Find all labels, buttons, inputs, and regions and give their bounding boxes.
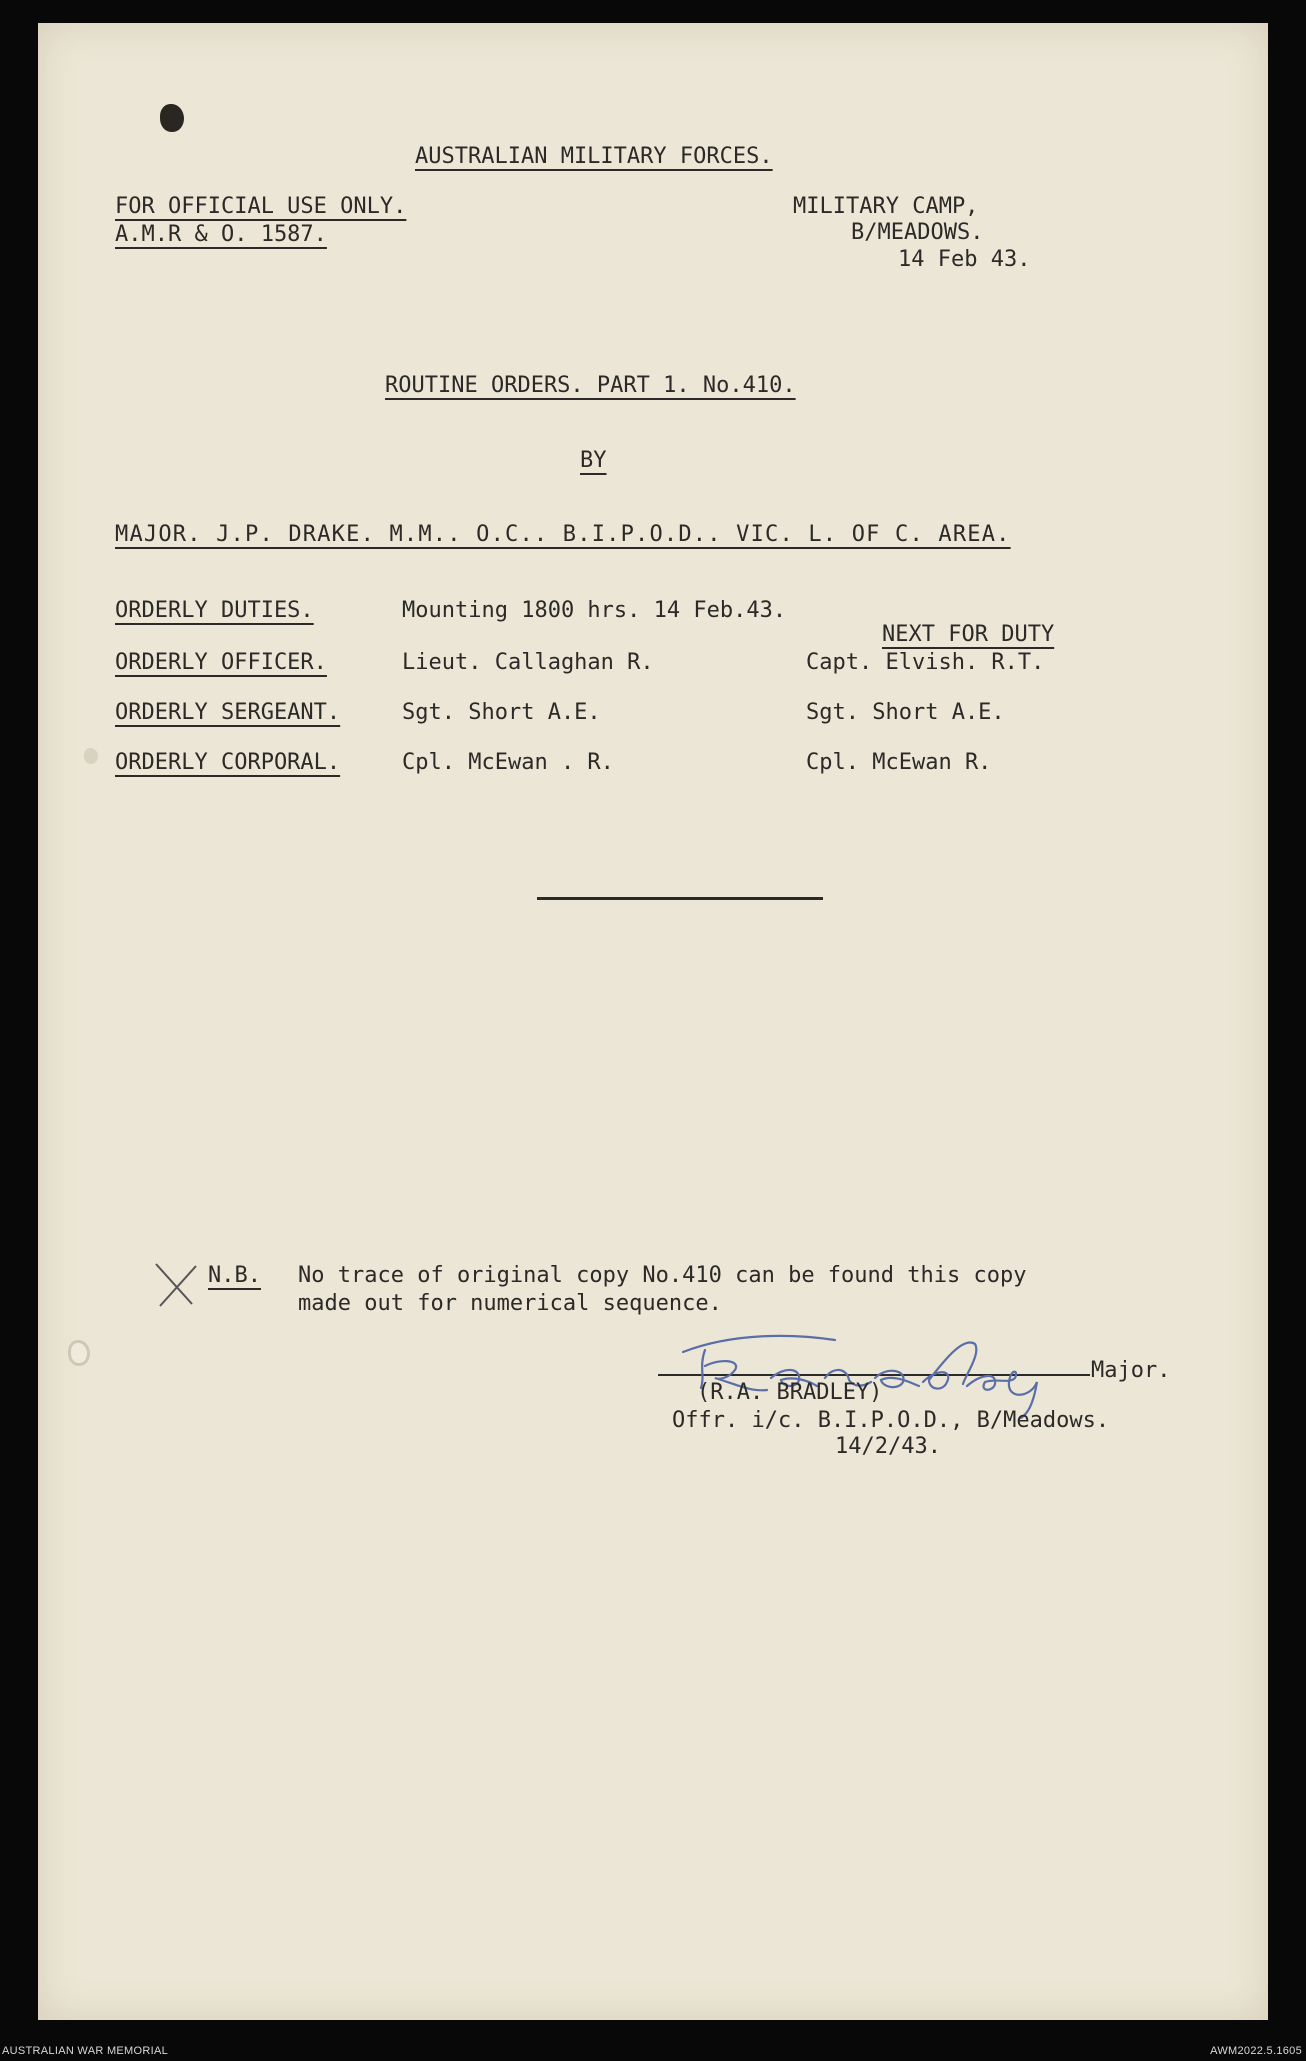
location-line2: B/MEADOWS. xyxy=(851,220,984,245)
duty-current: Cpl. McEwan . R. xyxy=(402,750,614,775)
duty-current: Sgt. Short A.E. xyxy=(402,700,601,725)
footer-accession-number: AWM2022.5.1605 xyxy=(1210,2045,1302,2057)
official-use-label: FOR OFFICIAL USE ONLY. xyxy=(115,194,407,219)
document-title: ROUTINE ORDERS. PART 1. No.410. xyxy=(385,373,796,398)
document-page xyxy=(38,23,1268,2020)
issuer-line: MAJOR. J.P. DRAKE. M.M.. O.C.. B.I.P.O.D.. VIC. L. OF C. AREA. xyxy=(115,522,1011,547)
note-line1: No trace of original copy No.410 can be found this copy xyxy=(298,1263,1027,1288)
signatory-rank: Major. xyxy=(1091,1358,1171,1383)
handwritten-x-mark xyxy=(152,1260,212,1310)
mounting-time: Mounting 1800 hrs. 14 Feb.43. xyxy=(402,598,787,623)
footer-collection: AUSTRALIAN WAR MEMORIAL xyxy=(2,2045,169,2057)
signature-date: 14/2/43. xyxy=(835,1434,941,1459)
note-line2: made out for numerical sequence. xyxy=(298,1291,722,1316)
document-header: AUSTRALIAN MILITARY FORCES. xyxy=(415,144,773,169)
next-for-duty-label: NEXT FOR DUTY xyxy=(882,622,1055,647)
by-label: BY xyxy=(580,448,607,473)
regulation-reference: A.M.R & O. 1587. xyxy=(115,222,327,247)
signatory-office: Offr. i/c. B.I.P.O.D., B/Meadows. xyxy=(672,1408,1110,1433)
punch-hole-mid xyxy=(84,748,98,764)
punch-hole-bottom xyxy=(68,1340,90,1366)
note-label: N.B. xyxy=(208,1263,261,1288)
punch-hole-top xyxy=(160,104,184,132)
duty-current: Lieut. Callaghan R. xyxy=(402,650,654,675)
duty-next: Cpl. McEwan R. xyxy=(806,750,992,775)
duty-role: ORDERLY SERGEANT. xyxy=(115,700,341,725)
duty-next: Capt. Elvish. R.T. xyxy=(806,650,1045,675)
duty-next: Sgt. Short A.E. xyxy=(806,700,1005,725)
duty-role: ORDERLY OFFICER. xyxy=(115,650,327,675)
section-divider xyxy=(537,897,823,900)
duties-heading: ORDERLY DUTIES. xyxy=(115,598,314,623)
signatory-name: (R.A. BRADLEY) xyxy=(697,1380,883,1405)
duty-role: ORDERLY CORPORAL. xyxy=(115,750,341,775)
location-line1: MILITARY CAMP, xyxy=(793,194,979,219)
document-date: 14 Feb 43. xyxy=(898,247,1031,272)
